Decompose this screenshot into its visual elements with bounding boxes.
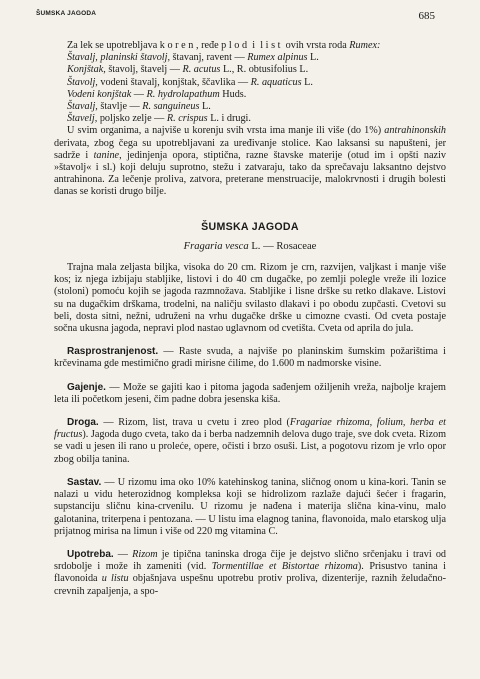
- synonym-list: [67, 52, 446, 125]
- synonym-line: Štavelj, poljsko zelje — R. crispus L. i drugi.: [67, 113, 251, 125]
- running-title: ŠUMSKA JAGODA: [36, 10, 97, 17]
- emph-plod: plod: [221, 40, 250, 51]
- page-number: 685: [418, 10, 435, 22]
- composition-label: Sastav.: [67, 476, 102, 488]
- range-label: Rasprostranjenost.: [67, 346, 159, 358]
- synonym-line: Konjštak, štavolj, štavelj — R. acutus L., R. obtusifolius L.: [67, 64, 309, 76]
- intro-paragraph: Za lek se upotrebljava koren, ređe plod i list ovih vrsta roda Rumex:: [67, 40, 381, 51]
- drug-label: Droga.: [67, 417, 99, 429]
- emph-koren: koren: [159, 40, 196, 51]
- emph-list: list: [260, 40, 284, 51]
- section-title: ŠUMSKA JAGODA: [201, 220, 299, 233]
- synonym-line: Štavalj, štavlje — R. sanguineus L.: [67, 101, 211, 113]
- use-label: Upotreba.: [67, 548, 114, 560]
- growing-label: Gajenje.: [67, 381, 106, 393]
- species-latin: Fragaria vesca: [183, 240, 249, 252]
- use-paragraph: Upotreba. — Rizom je tipična taninska droga čije je dejstvo slično srčenjaku i travi od srdobolje i može ih zameniti (vid. Tormentillae et Bistortae rhizoma). Prisustvo tanina i flavonoida u listu objašnjava uspešnu upotrebu protiv proliva, dizenterije, raznih želudačno-crevnih zapaljenja, a spo-: [54, 548, 447, 597]
- growing-paragraph: Gajenje. — Može se gajiti kao i pitoma jagoda sađenjem ožiljenih vreža, najbolje krajem leta ili početkom jeseni, čim padne dobra jesenska kiša.: [54, 381, 446, 405]
- composition-paragraph: Sastav. — U rizomu ima oko 10% katehinskog tanina, sličnog onom u kina-kori. Tanin se nalazi u vidu heterozidnog kompleksa koji se hidrolizom razlaže dajući šećer i fragarin, supstanciju sličnu kina-crvenilu. U rizomu je nađena i materija slična kina-vinu, malo galotanina, triterpena i pentozana. — U listu ima elagnog tanina, flavonoida, malo etarskog ulja prijatnog mirisa na limun i više od 220 mg vitamina C.: [54, 476, 446, 537]
- synonym-line: Štavalj, planinski štavolj, štavanj, ravent — Rumex alpinus L.: [67, 52, 319, 64]
- section-subtitle: Fragaria vesca L. — Rosaceae: [183, 240, 317, 252]
- genus-rumex: Rumex:: [349, 40, 381, 51]
- drug-paragraph: Droga. — Rizom, list, trava u cvetu i zreo plod (Fragariae rhizoma, folium, herba et fructus). Jagoda dugo cveta, tako da i berba nadzemnih delova dugo traje, sve dok cveta. Rizom se vadi u jesen ili rano u proleće, opere, očisti i brzo osuši. List, a pogotovu rizom je vrlo opor zbog obilja tanina.: [54, 417, 446, 465]
- synonym-line: Štavolj, vodeni štavalj, konjštak, ščavlika — R. aquaticus L.: [67, 76, 313, 88]
- organism-paragraph: U svim organima, a najviše u korenju svih vrsta ima manje ili više (do 1%) antrahinonskih derivata, zbog čega su upotrebljavani za uređivanje stolice. Kao laksansi su napušteni, jer sadrže i tanine, jedinjenja opora, stiptična, razne štavske materije (otud im i opšti naziv »štavolj« i sl.) koji deluju suprotno, stežu i zatvaraju, tako da sprečavaju laksantno dejstvo antrahinona. Za lečenje proliva, zatvora, preterane menstruacije, malokrvnosti i drugih bolesti danas se koristi drugo bilje.: [54, 125, 446, 198]
- range-paragraph: Rasprostranjenost. — Raste svuda, a najviše po planinskim šumskim požarištima i krčevinama gde mestimično gradi mirisne ćilime, do 1.600 m nadmorske visine.: [54, 346, 446, 370]
- description-paragraph: Trajna mala zeljasta biljka, visoka do 20 cm. Rizom je crn, razvijen, valjkast i manje više kos; iz njega izbijaju stabljike, listovi i do 40 cm dugačke, po zemlji polegle vreže ili lozice (stoloni) pomoću kojih se jagoda razmnožava. Stabljike i lisne drške su retko dlakave. Listovi su na dugačkim drškama, trodelni, na naličju svilasto dlakavi i po obodu zupčasti. Cvetovi su beli, dosta sitni, nežni, udruženi na vrhu dugačke drške u cimozne cvasti. Od cveta postaje sočna ukusna jagoda, nepravi plod nastao uglavnom od cvetišta. Cveta od aprila do jula.: [54, 262, 446, 335]
- synonym-line: Vodeni konjštak — R. hydrolapathum Huds.: [67, 88, 247, 100]
- page-body: [54, 40, 446, 598]
